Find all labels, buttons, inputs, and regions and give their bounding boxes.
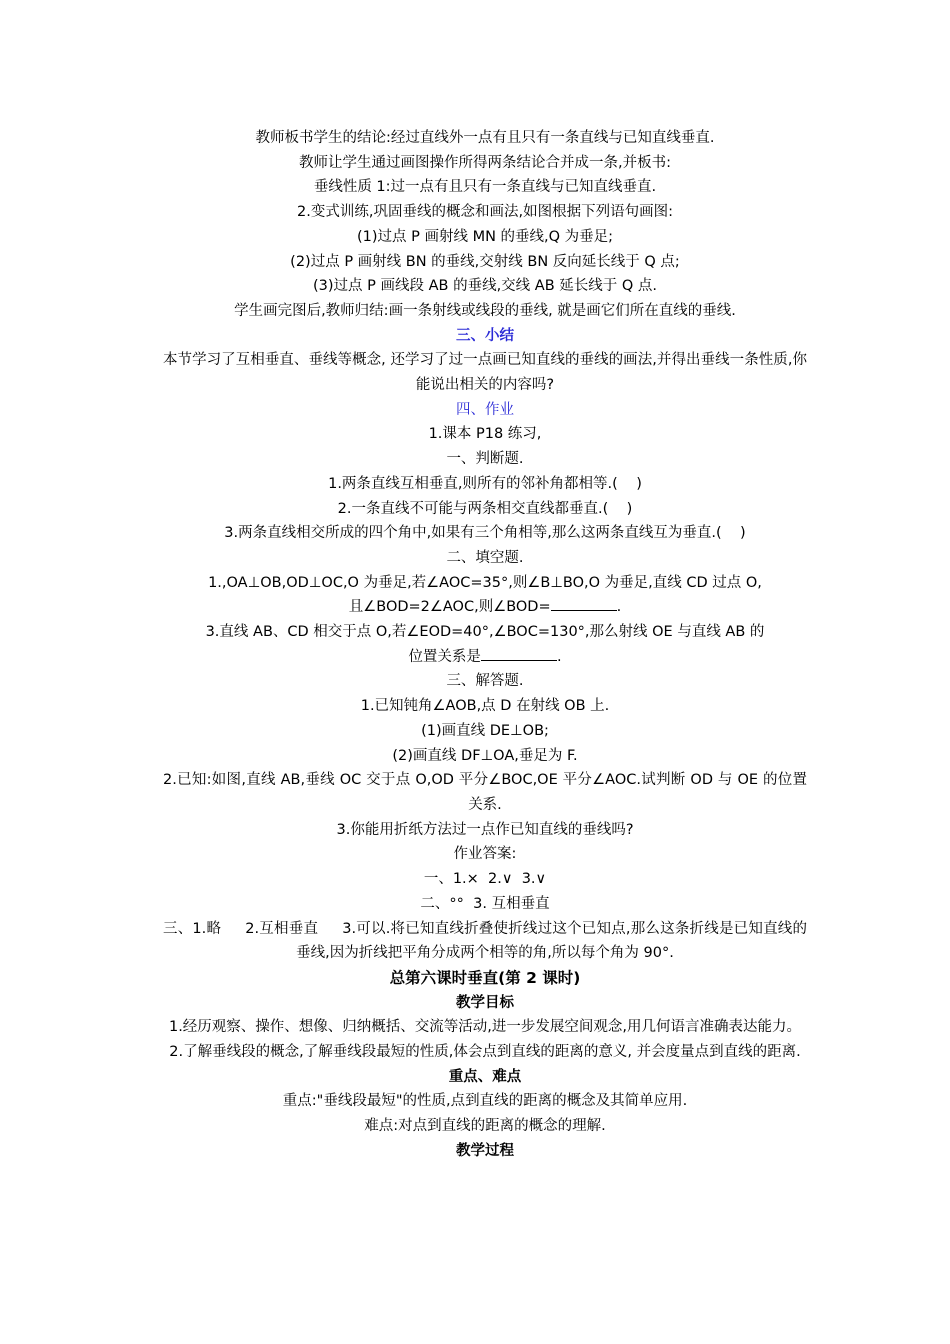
question: 3.直线 AB、CD 相交于点 O,若∠EOD=40°,∠BOC=130°,那么射线 OE 与直线 AB 的	[205, 624, 765, 641]
text-line: (2)过点 P 画射线 BN 的垂线,交射线 BN 反向延长线于 Q 点;	[290, 253, 680, 270]
document-page	[163, 126, 807, 1164]
text-line: 垂线性质 1:过一点有且只有一条直线与已知直线垂直.	[313, 179, 657, 196]
section-heading-summary: 三、小结	[456, 327, 514, 344]
summary-paragraph: 本节学习了互相垂直、垂线等概念, 还学习了过一点画已知直线的垂线的画法,并得出垂线一条性质,你能说出相关的内容吗?	[163, 352, 807, 394]
answer-blank	[481, 645, 557, 661]
subheading: 二、填空题.	[446, 549, 524, 566]
answer-key-line: 二、°° 3. 互相垂直	[420, 895, 550, 912]
section-heading-goals: 教学目标	[456, 994, 514, 1011]
question-end: .	[616, 599, 622, 616]
question-end: .	[556, 648, 562, 665]
question	[163, 645, 807, 670]
text-line: 学生画完图后,教师归结:画一条射线或线段的垂线, 就是画它们所在直线的垂线.	[234, 302, 736, 319]
section-heading-process: 教学过程	[456, 1142, 514, 1159]
question: (2)画直线 DF⊥OA,垂足为 F.	[392, 747, 578, 764]
text-line: (3)过点 P 画线段 AB 的垂线,交线 AB 延长线于 Q 点.	[312, 278, 658, 295]
section-heading-homework: 四、作业	[456, 401, 514, 418]
text-line: 难点:对点到直线的距离的概念的理解.	[364, 1118, 606, 1135]
answer-key-line: 一、1.× 2.∨ 3.∨	[423, 871, 547, 888]
question-text: 且∠BOD=2∠AOC,则∠BOD=	[348, 599, 551, 616]
question: 1.已知钝角∠AOB,点 D 在射线 OB 上.	[360, 698, 610, 715]
answer-blank	[551, 595, 617, 611]
subheading: 一、判断题.	[446, 451, 524, 468]
question-text: 位置关系是	[408, 648, 481, 665]
text-line: 重点:"垂线段最短"的性质,点到直线的距离的概念及其简单应用.	[282, 1093, 688, 1110]
subheading: 三、解答题.	[446, 673, 524, 690]
lesson-title: 总第六课时垂直(第 2 课时)	[389, 968, 581, 987]
section-heading-key-points: 重点、难点	[448, 1068, 522, 1085]
question: 2.一条直线不可能与两条相交直线都垂直.( )	[337, 500, 633, 517]
question: 2.已知:如图,直线 AB,垂线 OC 交于点 O,OD 平分∠BOC,OE 平分∠AOC.试判断 OD 与 OE 的位置关系.	[163, 772, 807, 813]
question	[163, 595, 807, 620]
goal-paragraph: 2.了解垂线段的概念,了解垂线段最短的性质,体会点到直线的距离的意义, 并会度量点到直线的距离.	[169, 1044, 801, 1061]
subheading: 作业答案:	[453, 846, 517, 863]
goal-paragraph: 1.经历观察、操作、想像、归纳概括、交流等活动,进一步发展空间观念,用几何语言准确表达能力。	[168, 1019, 802, 1036]
text-line: 教师板书学生的结论:经过直线外一点有且只有一条直线与已知直线垂直.	[255, 130, 715, 146]
text-line: (1)过点 P 画射线 MN 的垂线,Q 为垂足;	[356, 228, 614, 245]
question: 1.两条直线互相垂直,则所有的邻补角都相等.( )	[328, 475, 642, 492]
question: 3.两条直线相交所成的四个角中,如果有三个角相等,那么这两条直线互为垂直.( )	[224, 525, 746, 542]
question: 3.你能用折纸方法过一点作已知直线的垂线吗?	[336, 821, 634, 838]
text-line: 1.课本 P18 练习,	[428, 426, 542, 443]
text-line: 教师让学生通过画图操作所得两条结论合并成一条,并板书:	[299, 154, 671, 171]
answer-key-line: 三、1.略 2.互相垂直 3.可以.将已知直线折叠使折线过这个已知点,那么这条折线是已知直线的垂线,因为折线把平角分成两个相等的角,所以每个角为 90°.	[163, 920, 807, 962]
question: (1)画直线 DE⊥OB;	[421, 722, 549, 739]
question: 1.,OA⊥OB,OD⊥OC,O 为垂足,若∠AOC=35°,则∠B⊥BO,O 为垂足,直线 CD 过点 O,	[208, 574, 762, 591]
text-line: 2.变式训练,巩固垂线的概念和画法,如图根据下列语句画图:	[297, 204, 673, 221]
